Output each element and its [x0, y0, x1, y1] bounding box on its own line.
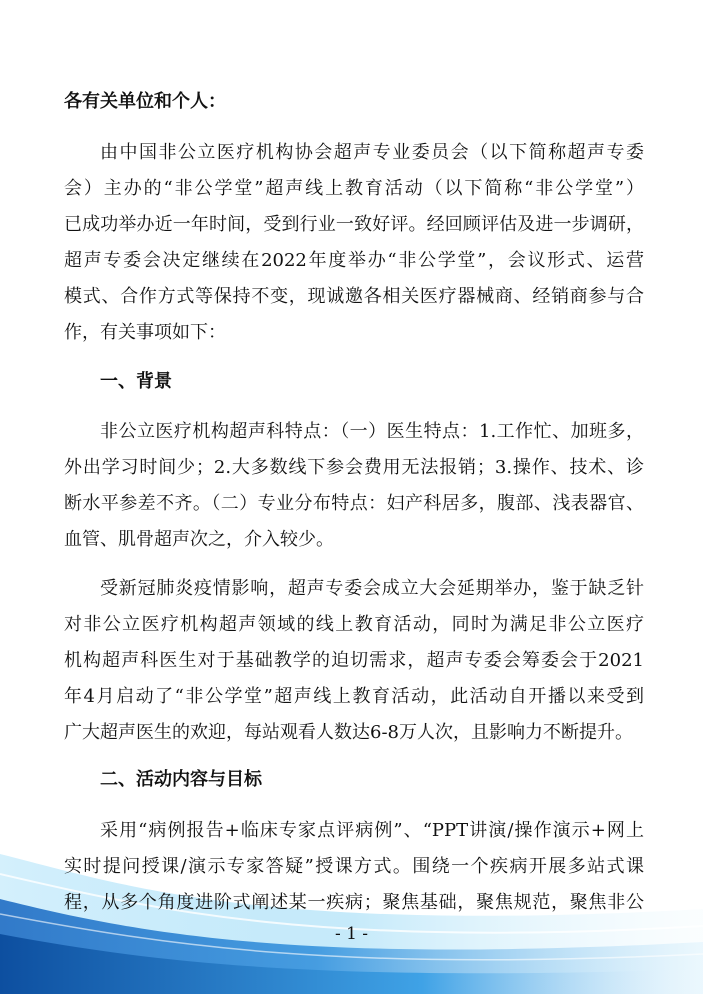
- section2-para1-line: 实时提问授课/演示专家答疑”授课方式。围绕一个疾病开展多站式课: [64, 856, 644, 877]
- intro-line: 超声专委会决定继续在2022年度举办“非公学堂”，会议形式、运营: [64, 250, 644, 271]
- section1-para2-line: 受新冠肺炎疫情影响，超声专委会成立大会延期举办，鉴于缺乏针: [100, 578, 644, 599]
- intro-line: 会）主办的“非公学堂”超声线上教育活动（以下简称“非公学堂”）: [64, 178, 644, 199]
- section1-para1-line: 血管、肌骨超声次之，介入较少。: [64, 529, 334, 550]
- section1-para2-line: 广大超声医生的欢迎，每站观看人数达6-8万人次，且影响力不断提升。: [64, 722, 633, 743]
- intro-line: 作，有关事项如下：: [64, 322, 226, 343]
- section1-para1-line: 非公立医疗机构超声科特点：（一）医生特点：1.工作忙、加班多，: [100, 421, 644, 442]
- intro-line: 已成功举办近一年时间，受到行业一致好评。经回顾评估及进一步调研，: [64, 214, 644, 235]
- intro-line: 由中国非公立医疗机构协会超声专业委员会（以下简称超声专委: [100, 142, 644, 163]
- section1-para1-line: 外出学习时间少；2.大多数线下参会费用无法报销；3.操作、技术、诊: [64, 457, 644, 478]
- greeting-line: 各有关单位和个人：: [64, 91, 226, 112]
- section1-para1-line: 断水平参差不齐。（二）专业分布特点：妇产科居多，腹部、浅表器官、: [64, 493, 644, 514]
- section2-para1-line: 程，从多个角度进阶式阐述某一疾病；聚焦基础，聚焦规范，聚焦非公: [64, 892, 644, 913]
- intro-line: 模式、合作方式等保持不变，现诚邀各相关医疗器械商、经销商参与合: [64, 286, 644, 307]
- section2-heading: 二、活动内容与目标: [100, 769, 262, 790]
- section1-para2-line: 对非公立医疗机构超声领域的线上教育活动，同时为满足非公立医疗: [64, 614, 644, 635]
- section1-para2-line: 机构超声科医生对于基础教学的迫切需求，超声专委会筹委会于2021: [64, 650, 644, 671]
- section1-para2-line: 年4月启动了“非公学堂”超声线上教育活动，此活动自开播以来受到: [64, 686, 644, 707]
- page-number: - 1 -: [334, 924, 369, 944]
- section1-heading: 一、背景: [100, 371, 172, 392]
- section2-para1-line: 采用“病例报告+临床专家点评病例”、“PPT讲演/操作演示+网上: [100, 820, 644, 841]
